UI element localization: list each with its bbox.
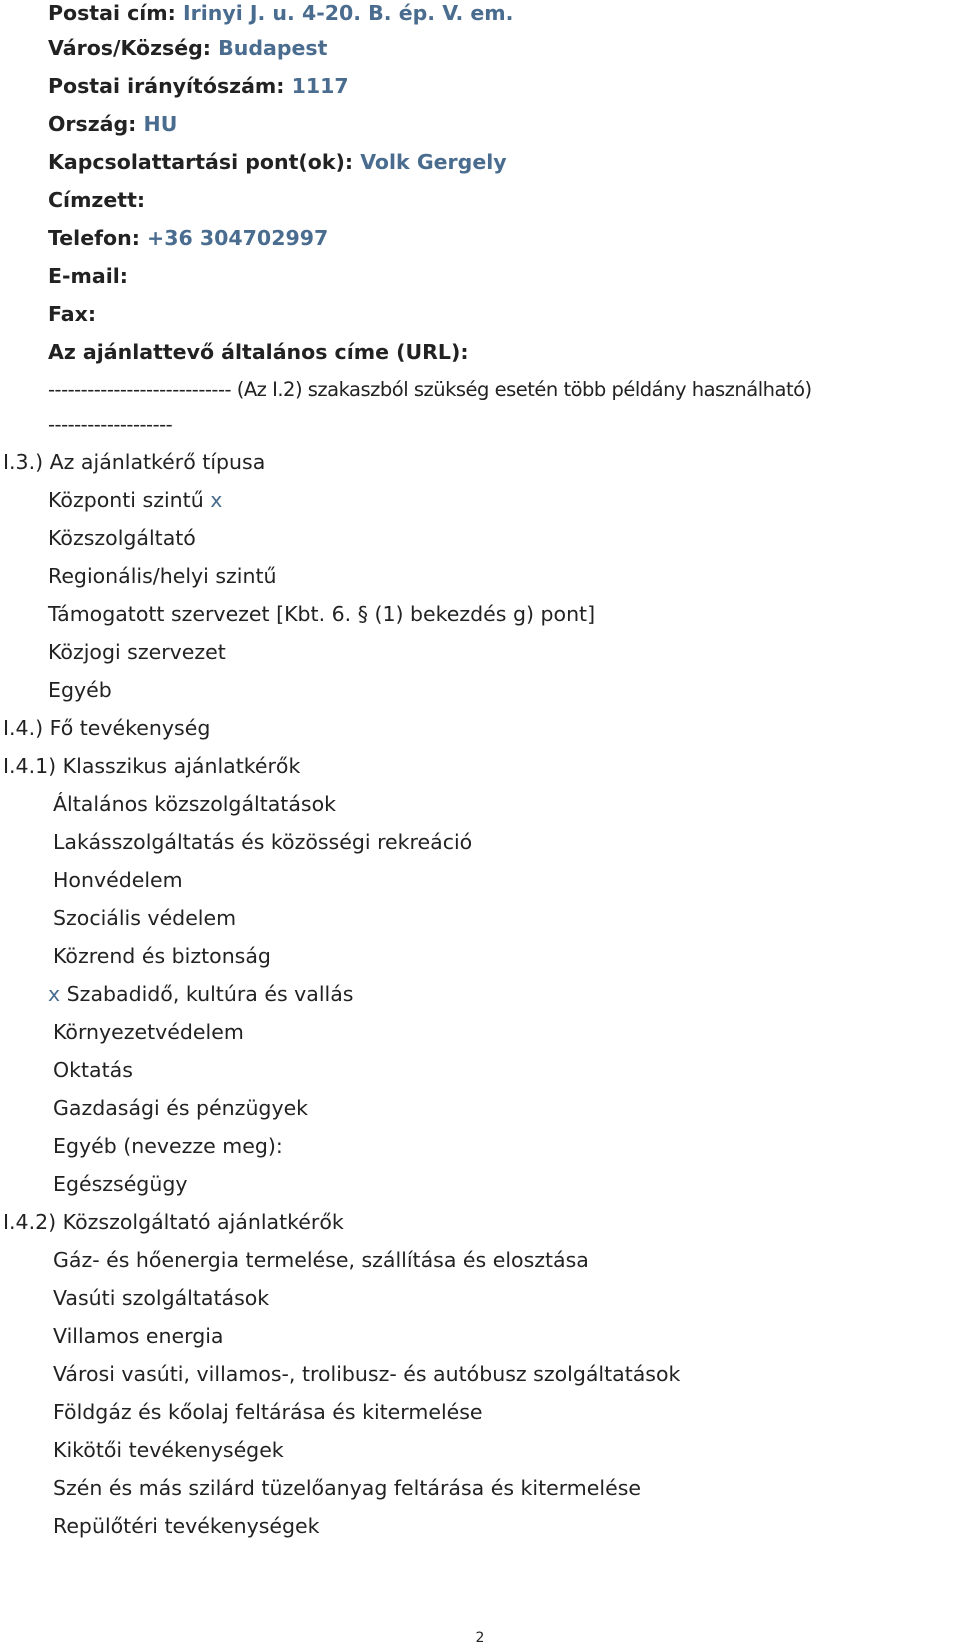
activity-item: Szociális védelem	[53, 906, 237, 930]
separator-line-1: ---------------------------- (Az I.2) szakaszból szükség esetén több példány használható)	[48, 378, 812, 401]
contact-point-label: Kapcsolattartási pont(ok):	[48, 150, 354, 174]
activity-item: Oktatás	[53, 1058, 133, 1082]
activity-item: Egészségügy	[53, 1172, 188, 1196]
postal-address-value: Irinyi J. u. 4-20. B. ép. V. em.	[183, 1, 514, 25]
activity-item: Egyéb (nevezze meg):	[53, 1134, 283, 1158]
option-body-public-law: Közjogi szervezet	[48, 640, 226, 664]
zip-line	[48, 66, 349, 106]
city-value: Budapest	[218, 36, 328, 60]
utility-item: Kikötői tevékenységek	[53, 1438, 284, 1462]
utility-item: Városi vasúti, villamos-, trolibusz- és autóbusz szolgáltatások	[53, 1362, 681, 1386]
fax-label: Fax:	[48, 302, 97, 326]
option-other: Egyéb	[48, 678, 112, 702]
activity-item: Közrend és biztonság	[53, 944, 271, 968]
zip-value: 1117	[291, 74, 349, 98]
recipient-label: Címzett:	[48, 188, 146, 212]
country-value: HU	[143, 112, 178, 136]
central-selected-mark: x	[210, 488, 223, 512]
activity-item: Honvédelem	[53, 868, 183, 892]
phone-value: +36 304702997	[147, 226, 329, 250]
utility-item: Földgáz és kőolaj feltárása és kitermelése	[53, 1400, 483, 1424]
fax-line	[48, 294, 96, 334]
phone-label: Telefon:	[48, 226, 140, 250]
section-i4-heading: I.4.) Fő tevékenység	[3, 716, 211, 740]
phone-line	[48, 218, 328, 258]
activity-item: Lakásszolgáltatás és közösségi rekreáció	[53, 830, 473, 854]
zip-label: Postai irányítószám:	[48, 74, 285, 98]
option-regional-local: Regionális/helyi szintű	[48, 564, 277, 588]
activity-selected-label: Szabadidő, kultúra és vallás	[66, 982, 354, 1006]
city-label: Város/Község:	[48, 36, 211, 60]
postal-address-label: Postai cím:	[48, 1, 176, 25]
email-label: E-mail:	[48, 264, 128, 288]
utility-item: Villamos energia	[53, 1324, 224, 1348]
country-label: Ország:	[48, 112, 137, 136]
option-subsidised-organisation: Támogatott szervezet [Kbt. 6. § (1) bekezdés g) pont]	[48, 602, 596, 626]
page-number: 2	[475, 1630, 485, 1646]
activity-item: Általános közszolgáltatások	[53, 792, 336, 816]
contact-point-line	[48, 142, 507, 182]
email-line	[48, 256, 128, 296]
utility-item: Gáz- és hőenergia termelése, szállítása és elosztása	[53, 1248, 589, 1272]
city-line	[48, 28, 327, 68]
section-i42-heading: I.4.2) Közszolgáltató ajánlatkérők	[3, 1210, 344, 1234]
option-public-utility: Közszolgáltató	[48, 526, 196, 550]
recipient-line	[48, 180, 145, 220]
option-central-label: Központi szintű	[48, 488, 204, 512]
option-central-level	[48, 480, 222, 520]
utility-item: Vasúti szolgáltatások	[53, 1286, 270, 1310]
section-i3-heading: I.3.) Az ajánlatkérő típusa	[3, 450, 266, 474]
activity-item-selected	[48, 974, 353, 1014]
url-line	[48, 332, 469, 372]
url-label: Az ajánlattevő általános címe (URL):	[48, 340, 469, 364]
activity-item: Környezetvédelem	[53, 1020, 244, 1044]
utility-item: Repülőtéri tevékenységek	[53, 1514, 320, 1538]
activity-selected-mark: x	[48, 982, 61, 1006]
activity-item: Gazdasági és pénzügyek	[53, 1096, 309, 1120]
contact-point-value: Volk Gergely	[360, 150, 507, 174]
utility-item: Szén és más szilárd tüzelőanyag feltárása és kitermelése	[53, 1476, 641, 1500]
section-i41-heading: I.4.1) Klasszikus ajánlatkérők	[3, 754, 301, 778]
separator-line-2: -------------------	[48, 413, 173, 436]
country-line	[48, 104, 177, 144]
